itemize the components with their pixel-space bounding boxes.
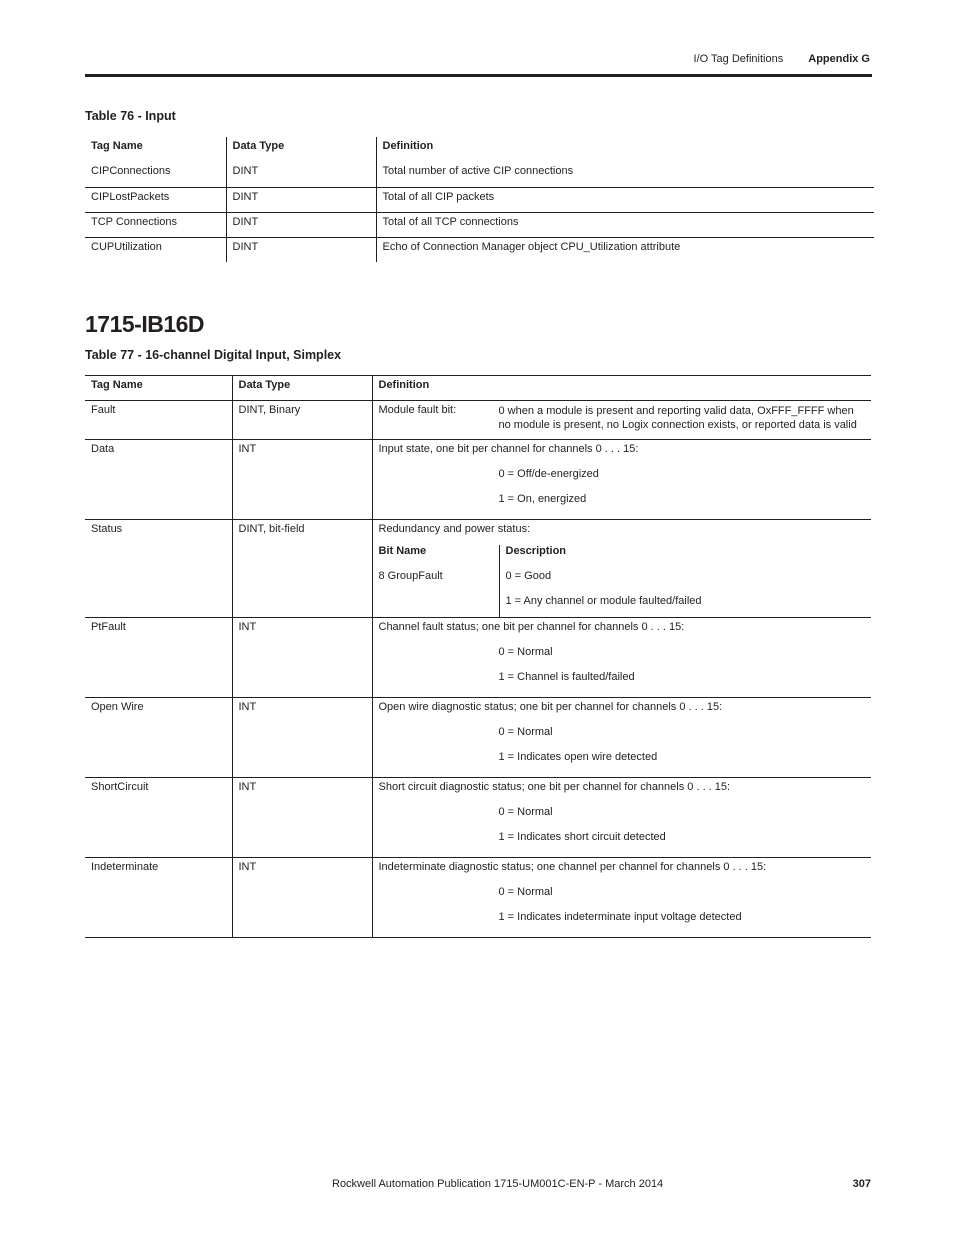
definition-cell	[372, 698, 871, 778]
fault-text: 0 when a module is present and reporting valid data, OxFFF_FFFF when no module is present, no Logix connection exists, or reported data is valid	[498, 405, 857, 431]
table77-header-tag: Tag Name	[85, 376, 232, 401]
table77-header-definition: Definition	[372, 376, 871, 401]
table-row	[85, 858, 871, 938]
tag-name-cell: Status	[85, 520, 232, 618]
table77	[85, 375, 871, 938]
definition-line: Short circuit diagnostic status; one bit per channel for channels 0 . . . 15:	[378, 781, 731, 793]
table77-caption: Table 77 - 16-channel Digital Input, Simplex	[85, 348, 342, 362]
tag-name-cell: Fault	[85, 401, 232, 440]
definition-cell: Echo of Connection Manager object CPU_Utilization attribute	[376, 237, 874, 262]
running-header	[694, 53, 870, 65]
page-number: 307	[852, 1178, 871, 1190]
table-row	[85, 440, 871, 520]
bit-name-header: Bit Name	[373, 545, 500, 570]
table-row	[85, 162, 874, 187]
table76	[85, 137, 874, 262]
table-row	[85, 618, 871, 698]
definition-cell: Total number of active CIP connections	[382, 165, 574, 177]
header-appendix: Appendix G	[808, 53, 870, 65]
table77-header-type: Data Type	[232, 376, 372, 401]
section-title: 1715-IB16D	[85, 311, 205, 337]
definition-cell	[372, 520, 871, 618]
definition-line: 1 = On, energized	[498, 493, 587, 505]
tag-name-cell: CIPConnections	[85, 162, 226, 187]
definition-cell	[372, 401, 871, 440]
tag-name-cell: PtFault	[85, 618, 232, 698]
data-type-cell: DINT	[226, 187, 376, 212]
definition-line: 1 = Indicates open wire detected	[498, 751, 658, 763]
data-type-cell: DINT, bit-field	[232, 520, 372, 618]
data-type-cell: DINT	[226, 212, 376, 237]
tag-name-cell: Indeterminate	[85, 858, 232, 938]
definition-line: 0 = Normal	[498, 726, 553, 738]
header-rule	[85, 74, 872, 77]
definition-line: 1 = Indicates indeterminate input voltage detected	[498, 911, 742, 923]
status-bit-table	[373, 545, 860, 617]
table76-header-tag: Tag Name	[85, 137, 226, 162]
definition-line: 0 = Normal	[498, 806, 553, 818]
definition-cell	[372, 440, 871, 520]
definition-line: Input state, one bit per channel for channels 0 . . . 15:	[378, 443, 639, 455]
definition-line: 1 = Indicates short circuit detected	[498, 831, 666, 843]
data-type-cell: DINT	[226, 162, 376, 187]
table-row	[85, 698, 871, 778]
fault-definition	[379, 404, 866, 432]
definition-cell	[372, 858, 871, 938]
footer-publication: Rockwell Automation Publication 1715-UM001C-EN-P - March 2014	[332, 1178, 664, 1190]
description-cell: 0 = Good	[505, 570, 552, 582]
table76-header-type: Data Type	[226, 137, 376, 162]
table-row	[85, 401, 871, 440]
table-row	[85, 237, 874, 262]
definition-line: Channel fault status; one bit per channel for channels 0 . . . 15:	[378, 621, 685, 633]
definition-cell	[372, 618, 871, 698]
definition-cell	[372, 778, 871, 858]
bit-name-cell	[373, 595, 500, 617]
tag-name-cell: CIPLostPackets	[85, 187, 226, 212]
definition-cell: Total of all TCP connections	[376, 212, 874, 237]
data-type-cell: INT	[232, 618, 372, 698]
data-type-cell: INT	[232, 698, 372, 778]
data-type-cell: INT	[232, 778, 372, 858]
header-section-title: I/O Tag Definitions	[693, 53, 784, 65]
definition-line: 0 = Normal	[498, 646, 553, 658]
table-row	[85, 778, 871, 858]
definition-line: Open wire diagnostic status; one bit per channel for channels 0 . . . 15:	[378, 701, 723, 713]
table-row	[85, 520, 871, 618]
definition-line: 0 = Normal	[498, 886, 553, 898]
tag-name-cell: TCP Connections	[85, 212, 226, 237]
tag-name-cell: Data	[85, 440, 232, 520]
definition-line: Indeterminate diagnostic status; one channel per channel for channels 0 . . . 15:	[378, 861, 767, 873]
tag-name-cell: CUPUtilization	[85, 237, 226, 262]
definition-line: Redundancy and power status:	[378, 523, 531, 535]
definition-cell: Total of all CIP packets	[376, 187, 874, 212]
tag-name-cell: Open Wire	[85, 698, 232, 778]
data-type-cell: DINT, Binary	[232, 401, 372, 440]
fault-label: Module fault bit:	[378, 404, 457, 416]
definition-line: 1 = Channel is faulted/failed	[498, 671, 635, 683]
tag-name-cell: ShortCircuit	[85, 778, 232, 858]
table76-caption: Table 76 - Input	[85, 109, 176, 123]
data-type-cell: DINT	[226, 237, 376, 262]
data-type-cell: INT	[232, 858, 372, 938]
table-row	[85, 187, 874, 212]
definition-line: 0 = Off/de-energized	[498, 468, 599, 480]
table-row	[85, 212, 874, 237]
bit-name-cell: 8 GroupFault	[373, 570, 500, 595]
description-cell: 1 = Any channel or module faulted/failed	[505, 595, 702, 607]
table76-header-definition: Definition	[382, 140, 434, 152]
description-header: Description	[505, 545, 567, 557]
data-type-cell: INT	[232, 440, 372, 520]
